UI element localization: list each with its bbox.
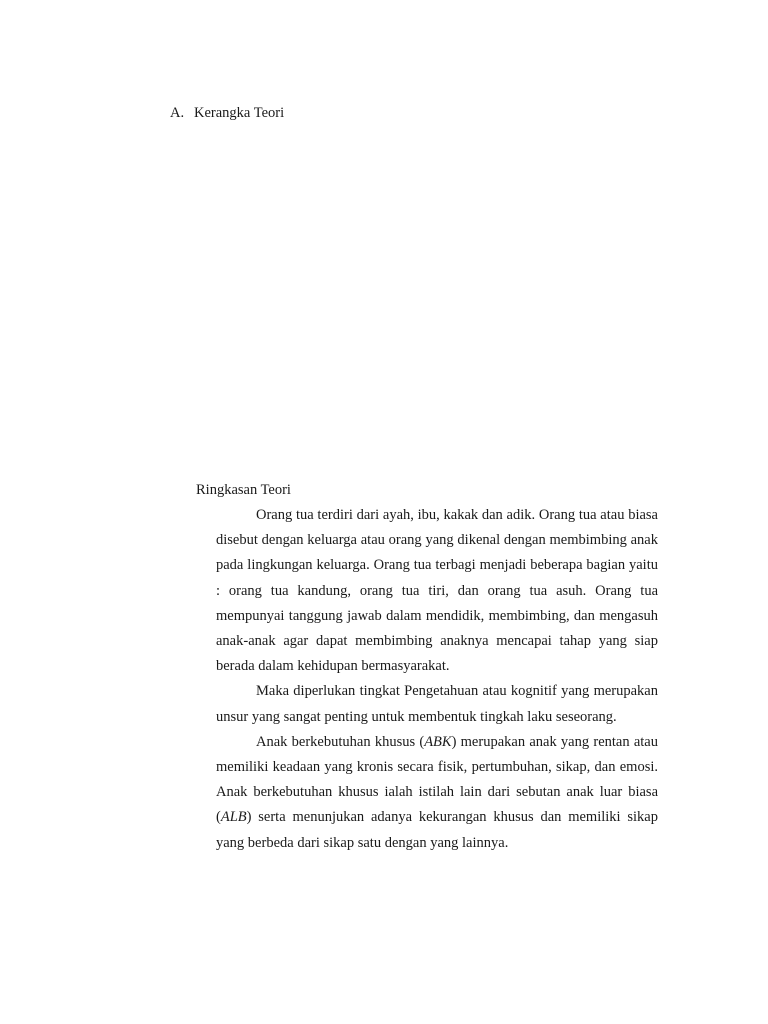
paragraph-3-part-2: ) merupakan anak yang rentan atau memiliki keadaan yang kronis secara fisik, pertumbuhan, sikap, dan emosi. Anak berkebutuhan khusus ialah istilah lain dari sebutan anak luar biasa (: [216, 733, 658, 826]
paragraph-3-part-3: ) serta menunjukan adanya kekurangan khusus dan memiliki sikap yang berbeda dari sikap satu dengan yang lainnya.: [216, 809, 658, 851]
paragraph-3-part-1: Anak berkebutuhan khusus (: [256, 733, 425, 750]
paragraph-3: [216, 730, 658, 856]
paragraph-2: Maka diperlukan tingkat Pengetahuan atau kognitif yang merupakan unsur yang sangat penting untuk membentuk tingkah laku seseorang.: [216, 683, 658, 725]
abbreviation-alb: ALB: [220, 809, 247, 826]
subsection-title: Ringkasan Teori: [196, 482, 291, 498]
body-text: [216, 503, 658, 856]
abbreviation-abk: ABK: [424, 733, 452, 750]
section-marker: A.: [170, 105, 185, 121]
section-title: Kerangka Teori: [194, 105, 285, 121]
paragraph-1: Orang tua terdiri dari ayah, ibu, kakak dan adik. Orang tua atau biasa disebut dengan keluarga atau orang yang dikenal dengan membimbing anak pada lingkungan keluarga. Orang tua terbagi menjadi beberapa bagian yaitu : orang tua kandung, orang tua tiri, dan orang tua asuh. Orang tua mempunyai tanggung jawab dalam mendidik, membimbing, dan mengasuh anak-anak agar dapat membimbing anaknya mencapai tahap yang siap berada dalam kehidupan bermasyarakat.: [216, 507, 658, 675]
section-heading: [170, 103, 284, 123]
